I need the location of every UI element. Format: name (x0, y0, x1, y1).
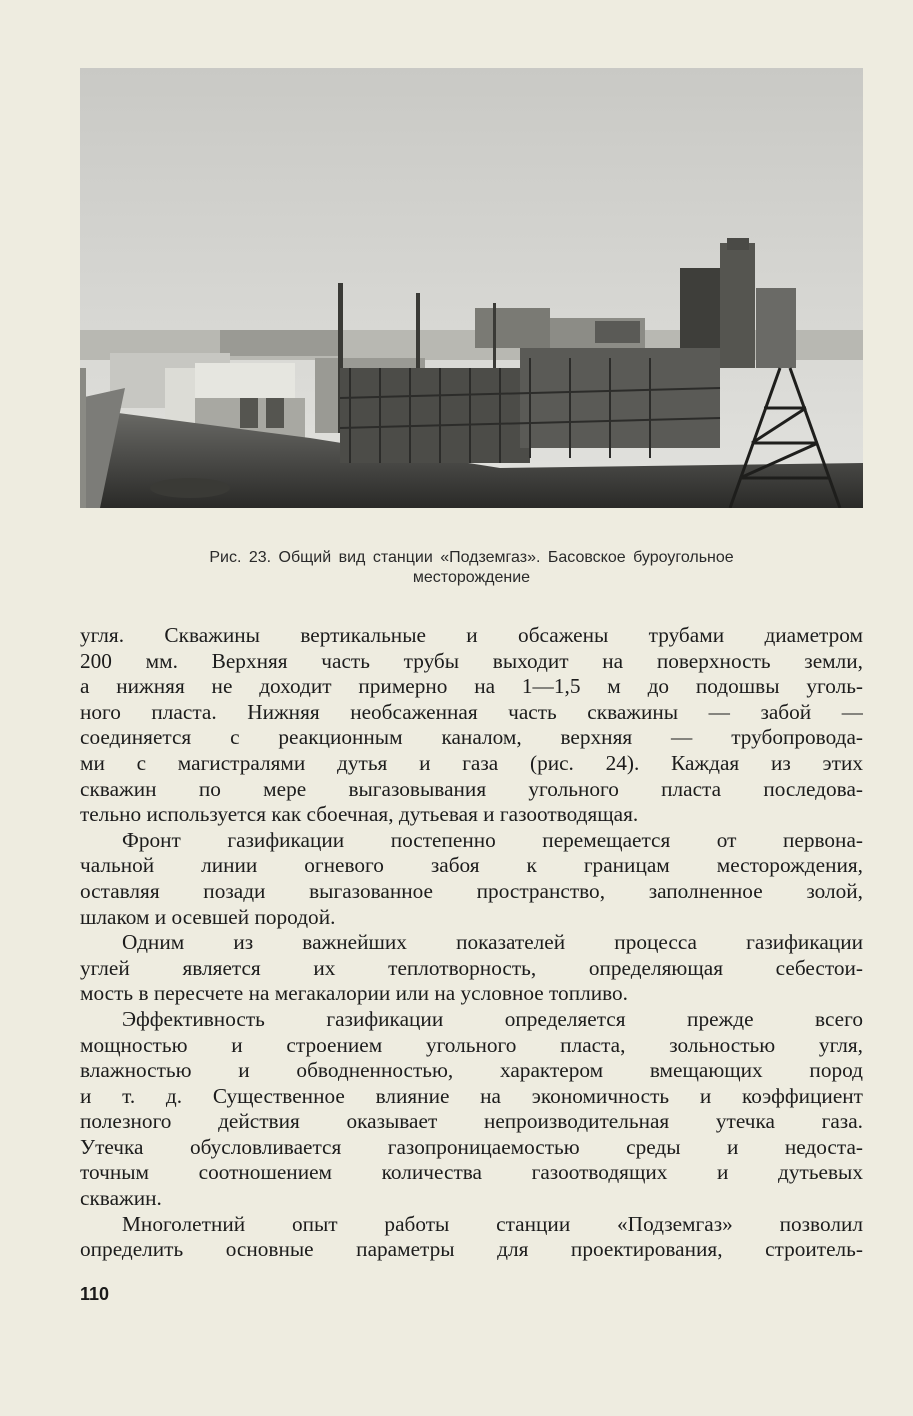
text-line: Фронт газификации постепенно перемещается от первона- (122, 827, 863, 852)
figure-caption-line1: Рис. 23. Общий вид станции «Подземгаз». Басовское буроугольное (209, 549, 734, 566)
text-line: а нижняя не доходит примерно на 1—1,5 м до подошвы уголь- (80, 674, 863, 699)
text-line: скважин. (80, 1186, 162, 1211)
industrial-plant-photo (80, 68, 863, 508)
text-line: 200 мм. Верхняя часть трубы выходит на поверхность земли, (80, 648, 863, 673)
text-line: влажностью и обводненностью, характером вмещающих пород (80, 1058, 863, 1083)
text-line: чальной линии огневого забоя к границам месторождения, (80, 853, 863, 878)
text-line: шлаком и осевшей породой. (80, 904, 336, 929)
text-line: угля. Скважины вертикальные и обсажены трубами диаметром (80, 623, 863, 647)
text-line: Эффективность газификации определяется прежде всего (122, 1006, 863, 1031)
text-line: полезного действия оказывает непроизводительная утечка газа. (80, 1109, 863, 1134)
text-line: Многолетний опыт работы станции «Подземгаз» позволил (122, 1211, 863, 1236)
text-line: углей является их теплотворность, определяющая себестои- (80, 955, 863, 980)
text-line: Утечка обусловливается газопроницаемостью среды и недоста- (80, 1134, 863, 1159)
text-line: оставляя позади выгазованное пространство, заполненное золой, (80, 878, 863, 903)
text-line: и т. д. Существенное влияние на экономичность и коэффициент (80, 1083, 863, 1108)
text-line: ного пласта. Нижняя необсаженная часть скважины — забой — (80, 699, 863, 724)
text-line: тельно используется как сбоечная, дутьевая и газоотводящая. (80, 802, 639, 827)
figure-caption-line2: месторождение (412, 569, 531, 586)
text-line: мощностью и строением угольного пласта, зольностью угля, (80, 1032, 863, 1057)
text-line: ми с магистралями дутья и газа (рис. 24). Каждая из этих (80, 750, 863, 775)
text-line: точным соотношением количества газоотводящих и дутьевых (80, 1160, 863, 1185)
text-line: мость в пересчете на мегакалории или на условное топливо. (80, 981, 628, 1006)
body-text (80, 623, 863, 1263)
text-line: Одним из важнейших показателей процесса газификации (122, 930, 863, 955)
text-line: скважин по мере выгазовывания угольного пласта последова- (80, 776, 863, 801)
page-number: 110 (80, 1284, 110, 1304)
text-line: определить основные параметры для проектирования, строитель- (80, 1237, 863, 1262)
text-line: соединяется с реакционным каналом, верхняя — трубопровода- (80, 725, 863, 750)
